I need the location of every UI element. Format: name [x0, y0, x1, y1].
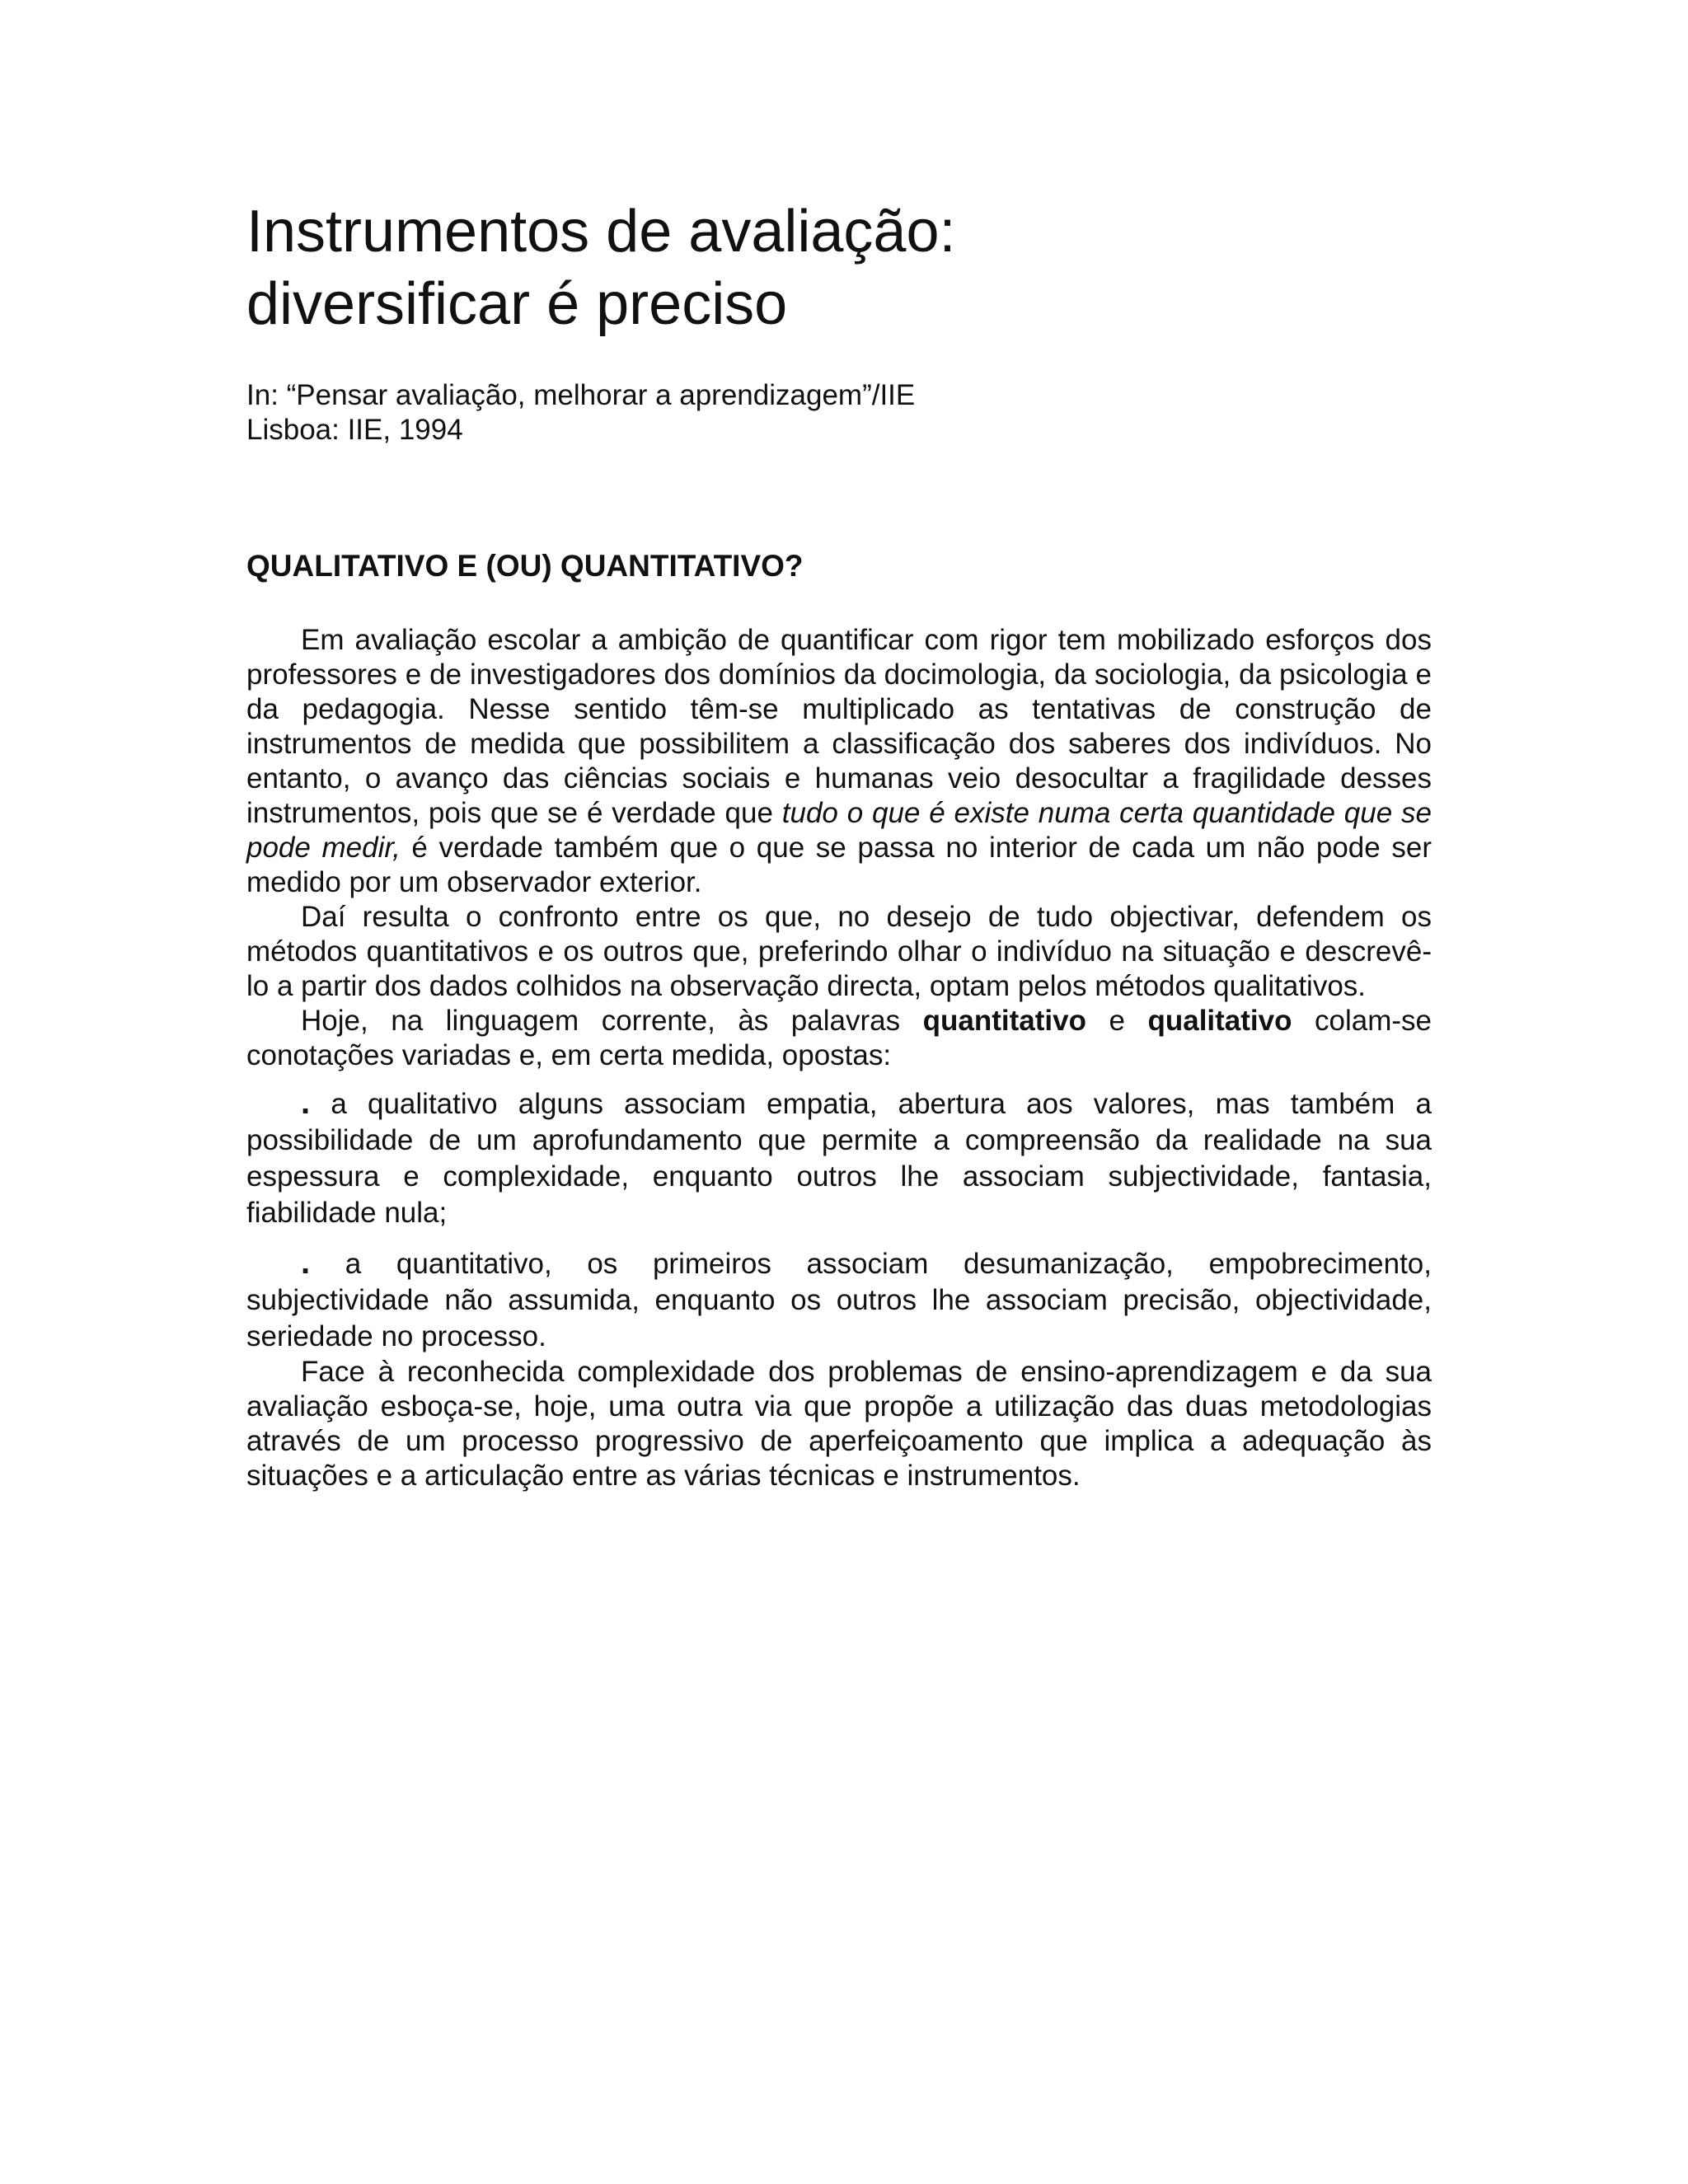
title-line-2: diversificar é preciso — [246, 271, 788, 337]
paragraph-3-text-a: Hoje, na linguagem corrente, às palavras — [301, 1005, 923, 1037]
title-line-1: Instrumentos de avaliação: — [246, 199, 956, 265]
paragraph-3-bold-quantitativo: quantitativo — [922, 1005, 1086, 1037]
document-content — [246, 195, 1432, 1493]
paragraph-1-italic: tudo o que é existe numa certa quantidade que se pode medir, — [246, 797, 1432, 864]
paragraph-1-text-a: Em avaliação escolar a ambição de quantificar com rigor tem mobilizado esforços dos professores e de investigadores dos domínios da docimologia, da sociologia, da psicologia e da pedagogia. Nesse sentido têm-se multiplicado as tentativas de construção de instrumentos de medida que possibilitem a classificação dos saberes dos indivíduos. No entanto, o avanço das ciências sociais e humanas veio desocultar a fragilidade desses instrumentos, pois que se é verdade que — [246, 624, 1432, 829]
body-text — [246, 623, 1432, 1493]
paragraph-3-text-b: e — [1085, 1005, 1148, 1037]
document-title — [246, 195, 1432, 340]
paragraph-3-text-c: colam-se conotações variadas e, em certa medida, opostas: — [246, 1005, 1432, 1071]
citation — [246, 378, 1432, 448]
paragraph-2: Daí resulta o confronto entre os que, no desejo de tudo objectivar, defendem os métodos quantitativos e os outros que, preferindo olhar o indivíduo na situação e descrevê-lo a partir dos dados colhidos na observação directa, optam pelos métodos qualitativos. — [246, 901, 1432, 1002]
bullet-dot-icon: . — [301, 1085, 311, 1121]
bullet-2-text: a quantitativo, os primeiros associam desumanização, empobrecimento, subjectividade não assumida, enquanto os outros lhe associam precisão, objectividade, seriedade no processo. — [246, 1248, 1432, 1352]
bullet-item-quantitativo — [246, 1244, 1432, 1355]
citation-publisher: Lisboa: IIE, 1994 — [246, 414, 463, 446]
bullet-1-text: a qualitativo alguns associam empatia, abertura aos valores, mas também a possibilidade de um aprofundamento que permite a compreensão da realidade na sua espessura e complexidade, enquanto outros lhe associam subjectividade, fantasia, fiabilidade nula; — [246, 1088, 1432, 1229]
paragraph-4: Face à reconhecida complexidade dos problemas de ensino-aprendizagem e da sua avaliação esboça-se, hoje, uma outra via que propõe a utilização das duas metodologias através de um processo progressivo de aperfeiçoamento que implica a adequação às situações e a articulação entre as várias técnicas e instrumentos. — [246, 1356, 1432, 1492]
section-heading: QUALITATIVO E (OU) QUANTITATIVO? — [246, 549, 804, 583]
paragraph-3-bold-qualitativo: qualitativo — [1147, 1005, 1292, 1037]
citation-source: In: “Pensar avaliação, melhorar a aprendizagem”/IIE — [246, 379, 916, 411]
bullet-dot-icon: . — [301, 1244, 311, 1281]
paragraph-1 — [246, 623, 1432, 900]
bullet-item-qualitativo — [246, 1085, 1432, 1231]
paragraph-3 — [246, 1004, 1432, 1073]
paragraph-1-text-b: é verdade também que o que se passa no interior de cada um não pode ser medido por um observador exterior. — [246, 832, 1432, 898]
